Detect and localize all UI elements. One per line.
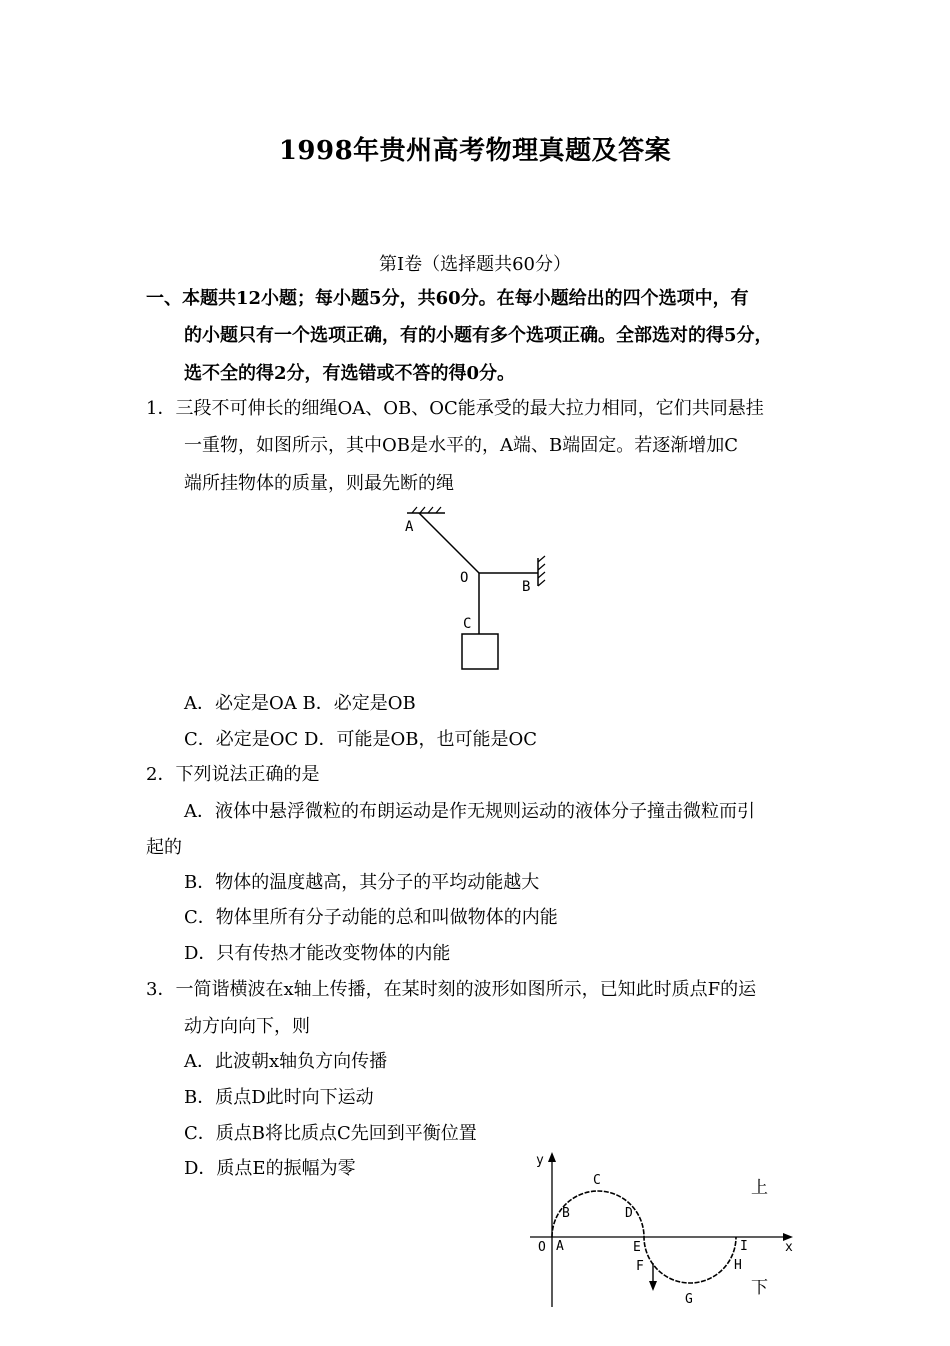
q3-label-h: H (734, 1258, 742, 1273)
q1-stem-line-2: 一重物，如图所示，其中OB是水平的，A端、B端固定。若逐渐增加C (184, 435, 738, 456)
instruction-line-2: 的小题只有一个选项正确，有的小题有多个选项正确。全部选对的得5分， (184, 325, 773, 346)
instruction-line-3: 选不全的得2分，有选错或不答的得0分。 (184, 363, 516, 384)
q3-label-a: A (556, 1239, 564, 1254)
q3-option-c: C．质点B将比质点C先回到平衡位置 (184, 1123, 477, 1144)
q3-stem-line-2: 动方向向下，则 (184, 1016, 310, 1037)
q1-stem-line-3: 端所挂物体的质量，则最先断的绳 (184, 473, 454, 494)
q3-label-f: F (636, 1259, 644, 1274)
q1-label-o: O (460, 570, 469, 586)
q1-label-a: A (405, 519, 414, 535)
q3-label-g: G (685, 1292, 693, 1307)
q2-stem: 2．下列说法正确的是 (146, 764, 320, 785)
q3-label-up: 上 (751, 1178, 768, 1198)
q1-options-line-2: C．必定是OC D．可能是OB，也可能是OC (184, 729, 537, 750)
q1-label-b: B (522, 579, 531, 595)
page-title: 1998年贵州高考物理真题及答案 (278, 136, 672, 166)
q2-option-c: C．物体里所有分子动能的总和叫做物体的内能 (184, 907, 558, 928)
q3-label-o: O (538, 1240, 546, 1255)
instruction-line-1: 一、本题共12小题；每小题5分，共60分。在每小题给出的四个选项中，有 (146, 288, 749, 309)
q3-label-x: x (785, 1240, 793, 1255)
q3-label-i: I (740, 1239, 748, 1254)
q1-options-line-1: A．必定是OA B．必定是OB (184, 693, 416, 714)
q3-stem-line-1: 3．一简谐横波在x轴上传播，在某时刻的波形如图所示，已知此时质点F的运 (146, 979, 757, 1000)
q3-label-d: D (625, 1206, 633, 1221)
q1-rope-figure (395, 500, 560, 675)
q3-label-y: y (536, 1153, 544, 1168)
q2-option-a-line-2: 起的 (146, 837, 182, 858)
q1-label-c: C (463, 616, 472, 632)
q1-stem-line-1: 1．三段不可伸长的细绳OA、OB、OC能承受的最大拉力相同，它们共同悬挂 (146, 398, 764, 419)
q3-label-b: B (562, 1206, 570, 1221)
q2-option-b: B．物体的温度越高，其分子的平均动能越大 (184, 872, 540, 893)
q3-label-e: E (633, 1240, 641, 1255)
section-title: 第Ⅰ卷（选择题共60分） (378, 254, 571, 275)
q3-option-d: D．质点E的振幅为零 (184, 1158, 356, 1179)
q2-option-a-line-1: A．液体中悬浮微粒的布朗运动是作无规则运动的液体分子撞击微粒而引 (184, 801, 755, 822)
q3-label-c: C (593, 1173, 601, 1188)
q3-wave-figure (525, 1145, 810, 1315)
q3-option-a: A．此波朝x轴负方向传播 (184, 1051, 388, 1072)
q3-option-b: B．质点D此时向下运动 (184, 1087, 374, 1108)
q3-label-down: 下 (751, 1278, 768, 1298)
q2-option-d: D．只有传热才能改变物体的内能 (184, 943, 451, 964)
